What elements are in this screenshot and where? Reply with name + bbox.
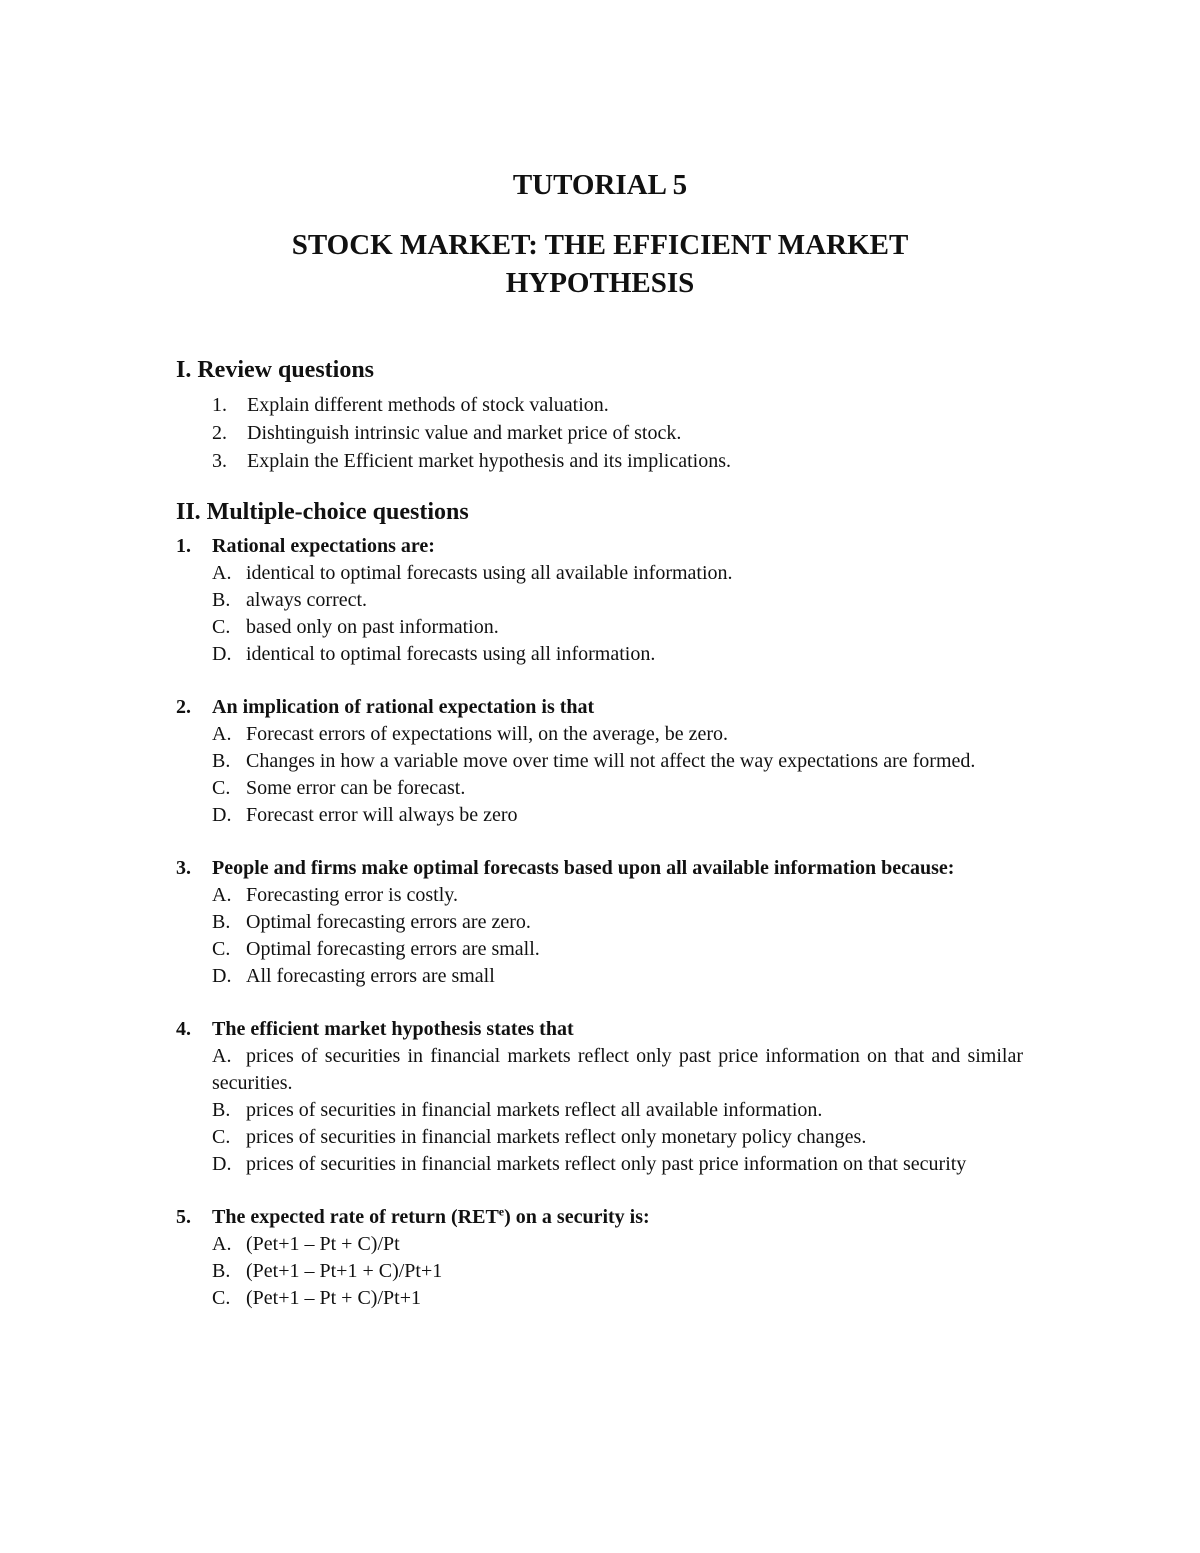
option-letter: B. — [212, 1099, 231, 1121]
question-stem — [176, 1016, 1023, 1043]
answer-option — [176, 748, 1023, 775]
question-stem — [176, 855, 1023, 882]
question-number: 4. — [176, 1018, 191, 1040]
option-letter: D. — [212, 643, 232, 665]
review-question-list — [212, 391, 1032, 475]
answer-option — [212, 614, 1023, 641]
option-text: prices of securities in financial markets reflect all available information. — [246, 1099, 823, 1121]
option-letter: C. — [212, 777, 231, 799]
question-stem-text-pre: The expected rate of return (RET — [212, 1206, 499, 1228]
option-letter: C. — [212, 1287, 231, 1309]
option-letter: B. — [212, 1260, 231, 1282]
mcq-section-heading: II. Multiple-choice questions — [176, 499, 469, 525]
option-letter: A. — [212, 884, 232, 906]
option-text: (Pet+1 – Pt+1 + C)/Pt+1 — [246, 1260, 443, 1282]
option-text: Forecast errors of expectations will, on the average, be zero. — [246, 723, 729, 745]
option-letter: B. — [212, 750, 231, 772]
option-letter: D. — [212, 965, 232, 987]
document-subtitle — [0, 226, 1200, 302]
option-text: prices of securities in financial markets reflect only past price information on that security — [246, 1153, 967, 1175]
question-number: 5. — [176, 1206, 191, 1228]
review-section-heading: I. Review questions — [176, 357, 375, 383]
review-question-text: Explain different methods of stock valuation. — [247, 394, 609, 416]
option-letter: C. — [212, 938, 231, 960]
option-text: (Pet+1 – Pt + C)/Pt+1 — [246, 1287, 421, 1309]
option-text: Forecast error will always be zero — [246, 804, 518, 826]
answer-option — [212, 775, 1023, 802]
option-text: identical to optimal forecasts using all information. — [246, 643, 656, 665]
option-letter: B. — [212, 911, 231, 933]
option-text: based only on past information. — [246, 616, 499, 638]
option-letter: A. — [212, 562, 232, 584]
answer-option — [212, 641, 1023, 668]
answer-option — [212, 587, 1023, 614]
option-text: Forecasting error is costly. — [246, 884, 458, 906]
answer-option — [212, 1285, 1023, 1312]
option-text: prices of securities in financial markets reflect only past price information on that and similar securities. — [212, 1045, 1023, 1094]
option-text: prices of securities in financial markets reflect only monetary policy changes. — [246, 1126, 867, 1148]
option-letter: D. — [212, 804, 232, 826]
option-letter: C. — [212, 1126, 231, 1148]
review-question-text: Dishtinguish intrinsic value and market price of stock. — [247, 422, 682, 444]
question-stem — [176, 694, 1023, 721]
answer-option — [176, 1043, 1023, 1097]
question-stem — [176, 1204, 1023, 1231]
mcq-question-1 — [176, 533, 1023, 668]
answer-option — [212, 936, 1023, 963]
subtitle-line-2: HYPOTHESIS — [505, 267, 695, 299]
question-stem-text: An implication of rational expectation is that — [212, 696, 595, 718]
answer-option — [212, 802, 1023, 829]
answer-option — [212, 560, 1023, 587]
answer-option — [176, 1151, 1023, 1178]
option-text: Some error can be forecast. — [246, 777, 466, 799]
mcq-question-5 — [176, 1204, 1023, 1312]
mcq-question-4 — [176, 1016, 1023, 1178]
question-stem-text: The efficient market hypothesis states that — [212, 1018, 574, 1040]
answer-option — [212, 721, 1023, 748]
answer-option — [212, 1124, 1023, 1151]
question-number: 1. — [176, 535, 191, 557]
option-text: All forecasting errors are small — [246, 965, 495, 987]
option-letter: D. — [212, 1153, 232, 1175]
answer-options — [176, 560, 1023, 668]
option-text: identical to optimal forecasts using all available information. — [246, 562, 733, 584]
review-question-number: 3. — [212, 450, 227, 472]
question-stem-text: Rational expectations are: — [212, 535, 435, 557]
option-letter: A. — [212, 1233, 232, 1255]
answer-option — [212, 963, 1023, 990]
option-letter: A. — [212, 1045, 232, 1067]
answer-option — [212, 882, 1023, 909]
option-text: Changes in how a variable move over time will not affect the way expectations are formed. — [246, 750, 976, 772]
review-question — [212, 419, 1032, 447]
answer-options — [176, 1043, 1023, 1178]
answer-option — [212, 1097, 1023, 1124]
answer-option — [212, 909, 1023, 936]
review-question — [212, 391, 1032, 419]
review-question-text: Explain the Efficient market hypothesis and its implications. — [247, 450, 731, 472]
option-letter: B. — [212, 589, 231, 611]
question-number: 2. — [176, 696, 191, 718]
answer-options — [176, 721, 1023, 829]
option-text: Optimal forecasting errors are zero. — [246, 911, 531, 933]
mcq-question-list — [176, 533, 1023, 1338]
option-letter: C. — [212, 616, 231, 638]
document-title: TUTORIAL 5 — [512, 169, 688, 201]
answer-options — [176, 882, 1023, 990]
review-question-number: 2. — [212, 422, 227, 444]
review-question — [212, 447, 1032, 475]
answer-options — [176, 1231, 1023, 1312]
superscript-e: e — [498, 1204, 505, 1219]
answer-option — [212, 1258, 1023, 1285]
option-letter: A. — [212, 723, 232, 745]
mcq-question-2 — [176, 694, 1023, 829]
review-question-number: 1. — [212, 394, 227, 416]
question-stem-text: People and firms make optimal forecasts based upon all available information because: — [212, 857, 955, 879]
question-stem-text-post: ) on a security is: — [504, 1206, 650, 1228]
option-text: Optimal forecasting errors are small. — [246, 938, 540, 960]
subtitle-line-1: STOCK MARKET: THE EFFICIENT MARKET — [291, 229, 909, 261]
option-text: (Pet+1 – Pt + C)/Pt — [246, 1233, 400, 1255]
question-number: 3. — [176, 857, 191, 879]
question-stem — [176, 533, 1023, 560]
answer-option — [212, 1231, 1023, 1258]
mcq-question-3 — [176, 855, 1023, 990]
option-text: always correct. — [246, 589, 368, 611]
